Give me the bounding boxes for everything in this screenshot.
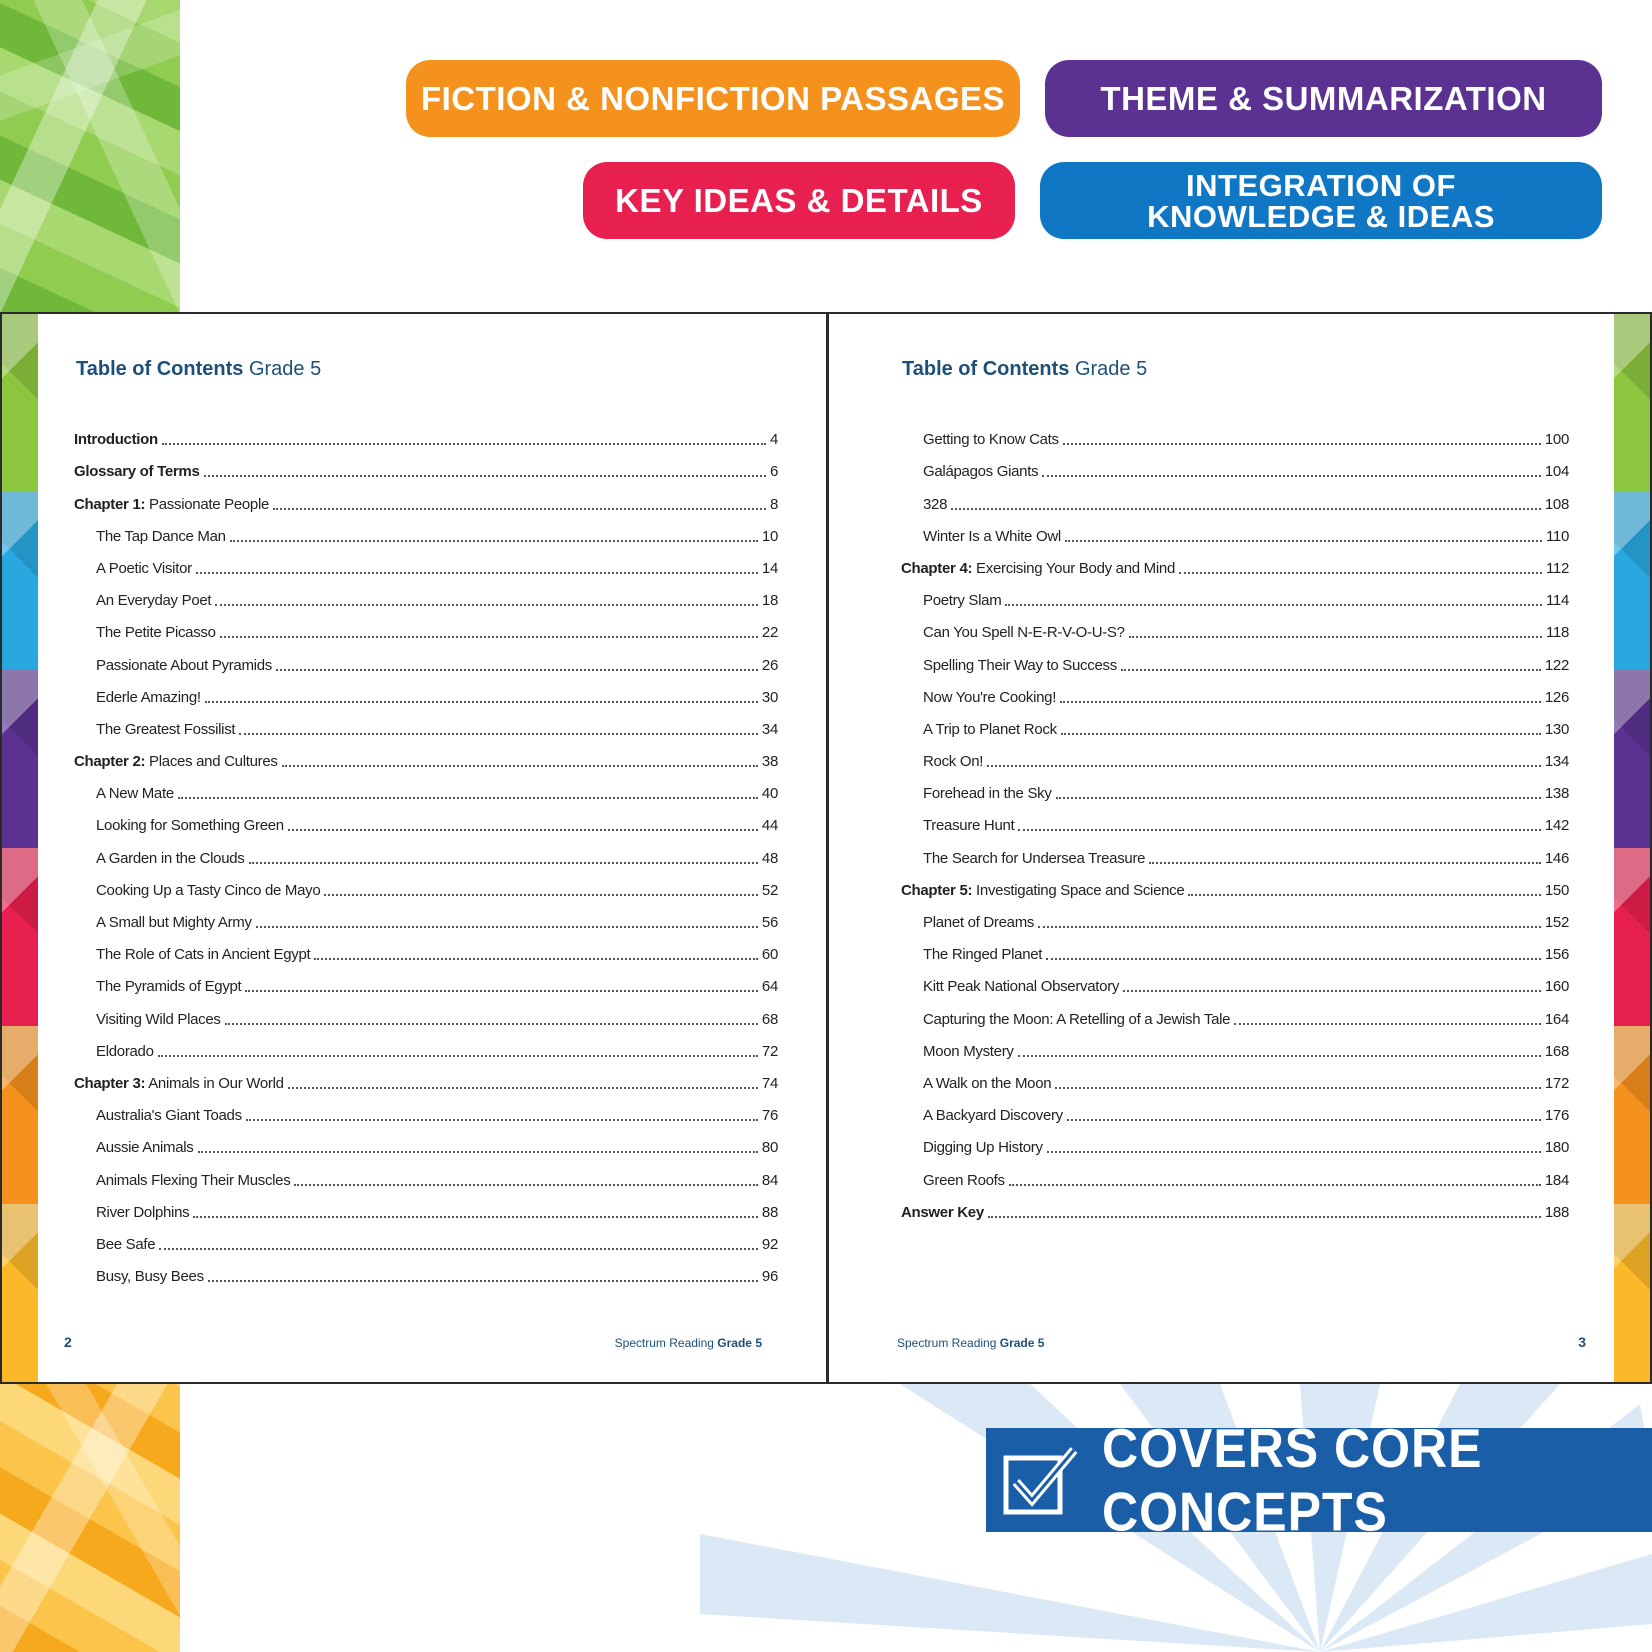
toc-entry-label: Introduction [74,431,158,449]
toc-entry [74,551,778,583]
leader-dots [208,1280,758,1282]
toc-entry-label: The Petite Picasso [96,624,216,642]
right-page [829,314,1616,1382]
toc-entry-label: Can You Spell N-E-R-V-O-U-S? [923,624,1125,642]
toc-entry-label: Australia's Giant Toads [96,1107,242,1125]
toc-entry [901,1195,1569,1227]
toc-entry-page: 92 [761,1235,778,1253]
toc-entry-page: 44 [761,817,778,835]
decorative-strip-bottom [0,1384,180,1652]
leader-dots [215,604,758,606]
right-edge-color-strip [1614,314,1650,1382]
page-number: 3 [1578,1334,1586,1350]
toc-entry [74,1259,778,1291]
theme-summarization-pill: THEME & SUMMARIZATION [1045,60,1602,137]
toc-entry-label: An Everyday Poet [96,592,212,610]
toc-entry-page: 6 [769,463,778,481]
toc-entry [901,969,1569,1001]
toc-entry [901,905,1569,937]
toc-entry [74,840,778,872]
leader-dots [245,990,757,992]
toc-entry [901,712,1569,744]
toc-entry-label: Chapter 4: Exercising Your Body and Mind [901,559,1175,577]
leader-dots [1038,926,1541,928]
checkmark-icon [1002,1444,1082,1516]
leader-dots [220,636,758,638]
toc-entry-label: Poetry Slam [923,592,1002,610]
toc-entry-page: 74 [761,1074,778,1092]
edge-color-band [1614,492,1650,670]
leader-dots [1149,862,1541,864]
leader-dots [1056,797,1541,799]
toc-entry-page: 10 [761,527,778,545]
toc-entry-label: Busy, Busy Bees [96,1268,204,1286]
toc-entry-label: Kitt Peak National Observatory [923,978,1120,996]
leader-dots [276,669,758,671]
toc-title: Table of Contents Grade 5 [902,358,1148,380]
toc-entry-page: 168 [1544,1042,1569,1060]
toc-entry-page: 108 [1544,495,1569,513]
toc-entry [901,454,1569,486]
leader-dots [1063,443,1541,445]
leader-dots [204,475,766,477]
leader-dots [193,1216,758,1218]
leader-dots [256,926,758,928]
toc-entry [74,712,778,744]
toc-list [901,422,1569,1227]
leader-dots [159,1248,758,1250]
toc-entry-label: The Role of Cats in Ancient Egypt [96,946,311,964]
toc-entry-label: The Greatest Fossilist [96,720,236,738]
toc-entry [901,937,1569,969]
toc-entry [901,615,1569,647]
leader-dots [239,733,758,735]
leader-dots [205,701,758,703]
toc-entry-page: 114 [1545,592,1569,610]
leader-dots [1009,1184,1541,1186]
leader-dots [230,540,758,542]
banner-text: COVERS CORE CONCEPTS [1102,1417,1483,1543]
edge-color-band [2,314,38,492]
toc-entry-label: Bee Safe [96,1235,156,1253]
toc-entry-page: 172 [1544,1074,1569,1092]
toc-entry [901,519,1569,551]
toc-entry [74,583,778,615]
leader-dots [178,797,758,799]
leader-dots [1061,733,1541,735]
leader-dots [1234,1023,1541,1025]
leader-dots [951,508,1541,510]
toc-entry-label: Chapter 2: Places and Cultures [74,753,278,771]
toc-entry-page: 188 [1544,1203,1569,1221]
toc-entry-label: Ederle Amazing! [96,688,201,706]
book-spread [0,312,1652,1384]
toc-entry-label: The Pyramids of Egypt [96,978,242,996]
toc-entry [74,422,778,454]
leader-dots [198,1151,758,1153]
toc-list [74,422,778,1291]
toc-entry-label: Aussie Animals [96,1139,194,1157]
toc-entry-page: 68 [761,1010,778,1028]
toc-entry [901,422,1569,454]
toc-entry [74,744,778,776]
toc-entry-page: 160 [1544,978,1569,996]
toc-entry-page: 40 [761,785,778,803]
toc-entry-label: Eldorado [96,1042,154,1060]
toc-entry-label: Galápagos Giants [923,463,1039,481]
leader-dots [1046,958,1541,960]
toc-entry-label: The Search for Undersea Treasure [923,849,1146,867]
toc-entry-page: 104 [1544,463,1569,481]
toc-entry [74,680,778,712]
toc-entry [901,486,1569,518]
toc-entry-page: 64 [761,978,778,996]
integration-line-2: KNOWLEDGE & IDEAS [1147,198,1495,234]
toc-entry-label: Capturing the Moon: A Retelling of a Jewish Tale [923,1010,1231,1028]
edge-color-band [1614,314,1650,492]
toc-entry-page: 14 [761,559,778,577]
toc-entry-page: 22 [761,624,778,642]
toc-entry-label: A Poetic Visitor [96,559,192,577]
toc-entry-page: 26 [761,656,778,674]
toc-entry-label: Chapter 5: Investigating Space and Science [901,881,1185,899]
toc-entry-label: Answer Key [901,1203,984,1221]
toc-entry-page: 146 [1544,849,1569,867]
toc-entry-page: 100 [1544,431,1569,449]
toc-entry [74,1227,778,1259]
leader-dots [1005,604,1542,606]
edge-color-band [2,848,38,1026]
leader-dots [282,765,758,767]
leader-dots [1179,572,1542,574]
leader-dots [1055,1087,1541,1089]
toc-entry-page: 126 [1544,688,1569,706]
leader-dots [225,1023,758,1025]
toc-entry [74,519,778,551]
toc-entry [901,776,1569,808]
toc-entry [74,969,778,1001]
leader-dots [1067,1119,1541,1121]
edge-color-band [1614,848,1650,1026]
leader-dots [324,894,757,896]
leader-dots [1042,475,1541,477]
toc-entry [74,1130,778,1162]
edge-color-band [1614,1204,1650,1382]
toc-entry-page: 48 [761,849,778,867]
toc-entry-page: 84 [761,1171,778,1189]
toc-entry [74,486,778,518]
toc-entry-label: Green Roofs [923,1171,1005,1189]
footer-brand: Spectrum Reading Grade 5 [614,1336,762,1350]
toc-entry [901,647,1569,679]
toc-entry [901,1066,1569,1098]
toc-entry-page: 30 [761,688,778,706]
toc-entry [74,905,778,937]
decorative-strip-top [0,0,180,312]
leader-dots [288,829,758,831]
toc-entry [74,808,778,840]
toc-entry-label: The Ringed Planet [923,946,1043,964]
toc-entry-page: 130 [1544,720,1569,738]
toc-entry-label: Spelling Their Way to Success [923,656,1117,674]
leader-dots [294,1184,757,1186]
toc-entry [901,1001,1569,1033]
toc-entry-label: A Trip to Planet Rock [923,720,1057,738]
toc-entry [74,873,778,905]
toc-entry-label: Rock On! [923,753,984,771]
toc-entry-page: 80 [761,1139,778,1157]
toc-entry-label: Chapter 1: Passionate People [74,495,270,513]
edge-color-band [2,492,38,670]
key-ideas-pill: KEY IDEAS & DETAILS [583,162,1015,239]
toc-entry [74,1001,778,1033]
leader-dots [1047,1151,1541,1153]
toc-entry-label: Moon Mystery [923,1042,1014,1060]
toc-entry-page: 138 [1544,785,1569,803]
leader-dots [288,1087,758,1089]
left-page [38,314,826,1382]
leader-dots [1018,829,1540,831]
toc-entry-page: 118 [1545,624,1569,642]
edge-color-band [2,1026,38,1204]
leader-dots [249,862,758,864]
toc-entry-label: The Tap Dance Man [96,527,226,545]
toc-entry [74,454,778,486]
toc-entry-label: Treasure Hunt [923,817,1015,835]
toc-entry-label: Glossary of Terms [74,463,200,481]
left-edge-color-strip [2,314,38,1382]
toc-entry-page: 176 [1544,1107,1569,1125]
toc-entry [901,744,1569,776]
leader-dots [158,1055,758,1057]
toc-entry-page: 8 [769,495,778,513]
toc-entry [74,1195,778,1227]
toc-entry-label: Now You're Cooking! [923,688,1057,706]
toc-entry-page: 4 [769,431,778,449]
toc-entry [901,551,1569,583]
toc-entry-label: Passionate About Pyramids [96,656,272,674]
toc-entry-label: A Backyard Discovery [923,1107,1063,1125]
toc-entry-page: 38 [761,753,778,771]
covers-core-concepts-banner [986,1417,1652,1543]
leader-dots [1129,636,1542,638]
toc-entry-page: 122 [1544,656,1569,674]
edge-color-band [2,1204,38,1382]
toc-entry-page: 156 [1544,946,1569,964]
toc-entry-label: Getting to Know Cats [923,431,1059,449]
leader-dots [1188,894,1540,896]
toc-entry-page: 142 [1544,817,1569,835]
toc-entry-page: 76 [761,1107,778,1125]
toc-entry-label: Planet of Dreams [923,914,1035,931]
toc-entry-label: Visiting Wild Places [96,1010,221,1028]
toc-entry [74,1162,778,1194]
toc-entry-label: Chapter 3: Animals in Our World [74,1074,284,1092]
leader-dots [1018,1055,1541,1057]
toc-entry-page: 112 [1545,559,1569,577]
toc-entry [74,647,778,679]
leader-dots [314,958,758,960]
toc-entry-page: 164 [1544,1010,1569,1028]
toc-entry-label: A New Mate [96,785,174,803]
toc-entry-page: 18 [761,592,778,610]
toc-title: Table of Contents Grade 5 [76,358,322,380]
integration-line-1: INTEGRATION OF [1186,167,1456,203]
toc-entry-page: 34 [761,720,778,738]
toc-entry-page: 150 [1544,881,1569,899]
toc-entry [901,1130,1569,1162]
edge-color-band [1614,1026,1650,1204]
toc-entry-page: 134 [1544,753,1569,771]
toc-entry [901,840,1569,872]
leader-dots [988,1216,1541,1218]
fiction-nonfiction-pill: FICTION & NONFICTION PASSAGES [406,60,1020,137]
toc-entry-page: 180 [1544,1139,1569,1157]
leader-dots [273,508,766,510]
toc-entry-label: A Walk on the Moon [923,1074,1052,1092]
toc-entry [901,808,1569,840]
toc-entry-label: Winter Is a White Owl [923,527,1061,545]
leader-dots [1065,540,1542,542]
leader-dots [1123,990,1541,992]
edge-color-band [2,670,38,848]
toc-entry-page: 56 [761,914,778,931]
toc-entry [901,583,1569,615]
toc-entry [74,1066,778,1098]
toc-entry [901,1034,1569,1066]
toc-entry-label: 328 [923,495,948,513]
toc-entry-label: River Dolphins [96,1203,190,1221]
leader-dots [246,1119,758,1121]
toc-entry [74,776,778,808]
leader-dots [1121,669,1541,671]
toc-entry-page: 152 [1544,914,1569,931]
toc-entry-page: 96 [761,1268,778,1286]
leader-dots [987,765,1541,767]
toc-entry-label: Animals Flexing Their Muscles [96,1171,291,1189]
toc-entry-label: Forehead in the Sky [923,785,1052,803]
toc-entry-page: 110 [1545,527,1569,545]
toc-entry [901,680,1569,712]
toc-entry [74,1034,778,1066]
leader-dots [162,443,766,445]
edge-color-band [1614,670,1650,848]
toc-entry-label: Cooking Up a Tasty Cinco de Mayo [96,881,321,899]
toc-entry [901,1098,1569,1130]
toc-entry [74,937,778,969]
integration-knowledge-pill [1040,162,1602,239]
toc-entry-label: Digging Up History [923,1139,1043,1157]
page-number: 2 [64,1334,72,1350]
toc-entry-label: Looking for Something Green [96,817,284,835]
toc-entry-label: A Garden in the Clouds [96,849,245,867]
toc-entry [901,873,1569,905]
leader-dots [1060,701,1541,703]
toc-entry [901,1162,1569,1194]
toc-entry [74,615,778,647]
footer-brand: Spectrum Reading Grade 5 [897,1336,1045,1350]
toc-entry-label: A Small but Mighty Army [96,914,252,931]
toc-entry-page: 72 [761,1042,778,1060]
toc-entry-page: 184 [1544,1171,1569,1189]
leader-dots [196,572,758,574]
toc-entry [74,1098,778,1130]
toc-entry-page: 60 [761,946,778,964]
toc-entry-page: 88 [761,1203,778,1221]
toc-entry-page: 52 [761,881,778,899]
